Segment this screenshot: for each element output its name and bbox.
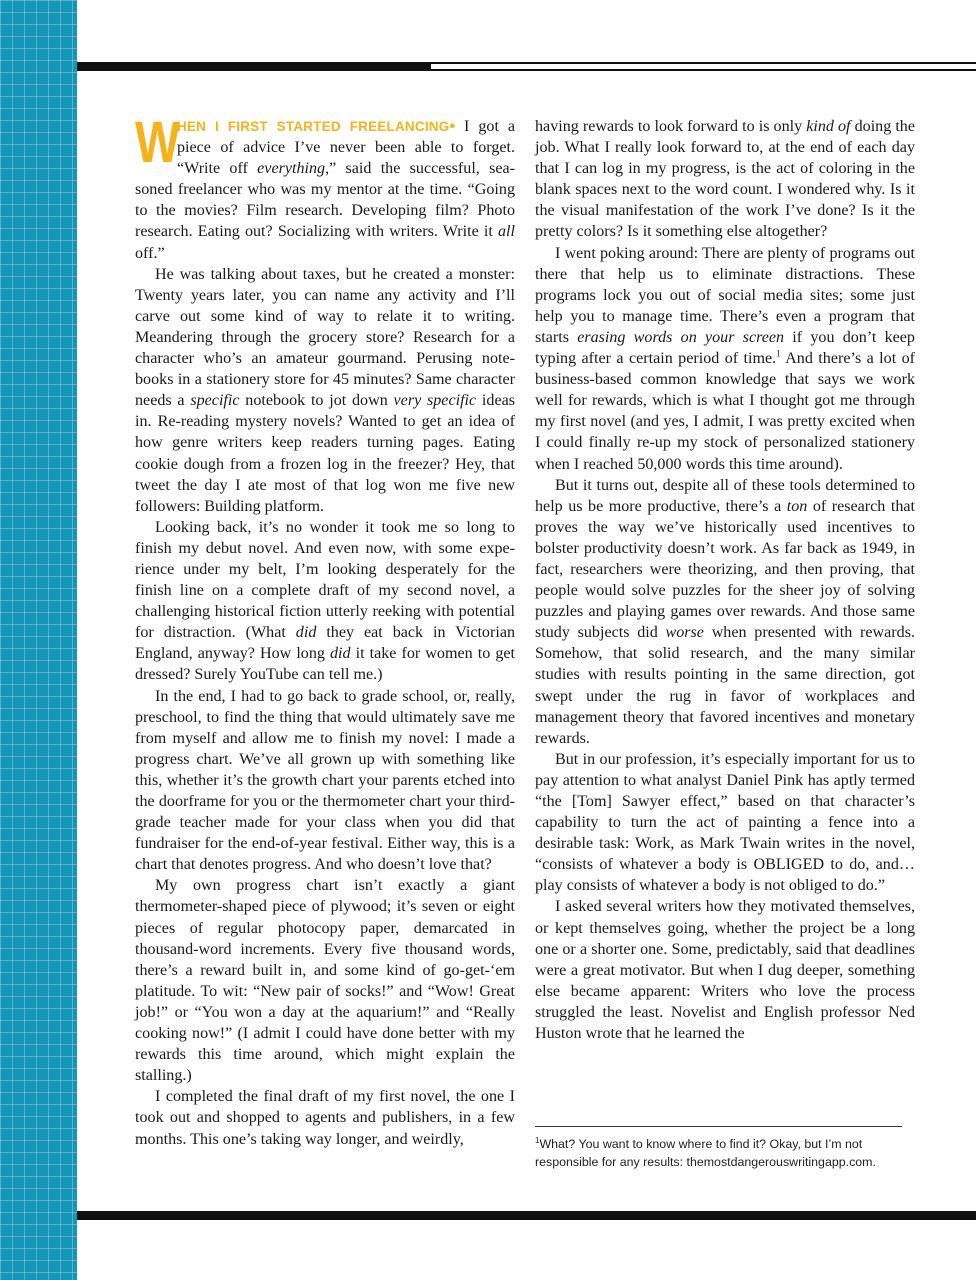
text-run: He was talking about taxes, but he created a monster: Twenty years later, you can name any activity and I’ll carve out some kind of way to relate it to writing. Meandering through the grocery store? Research for a character who’s an amateur gourmand. Perusing notebooks in a stationery store for 45 minutes? Same character needs a <box>135 265 515 410</box>
italic-run: erasing words on your screen <box>577 328 785 346</box>
bottom-rule <box>77 1211 976 1220</box>
lead-in: HEN I FIRST STARTED FREELANCING <box>177 119 450 134</box>
italic-run: specific <box>190 392 240 410</box>
top-rule-thin <box>431 62 976 64</box>
text-run: I asked several writers how they motivated themselves, or kept themselves going, whether the project be a long one or a shorter one. Some, predictably, said that deadlines were a great motivator. But when I dug deeper, something else became apparent: Writers who love the process struggled the least. Novelist and English professor Ned Huston wrote that he learned the <box>535 898 915 1043</box>
text-run: And there’s a lot of business-based common knowledge that says we work well for rewards, which is what I thought got me through my first novel (and yes, I admit, I was pretty excited when I could finally re-up my stock of personalized stationery when I reached 50,000 words this time around). <box>535 350 915 473</box>
text-run: they eat back in Victorian England, anyway? How long <box>135 624 516 663</box>
italic-run: ton <box>786 497 808 515</box>
text-run: notebook to jot down <box>239 392 394 410</box>
text-run: My own progress chart isn’t exactly a giant thermometer-shaped piece of plywood; it’s seven or eight pieces of regular photocopy paper, demarcated in thousand-word increments. Every five thousand words, there’s a reward built in, and some kind of go-get-‘em platitude. To wit: “New pair of socks!” and “Wow! Great job!” or “You won a day at the aquarium!” and “Really cooking now!” (I admit I could have done better with my rewards this time around, which might explain the stalling.) <box>135 877 515 1085</box>
footnote <box>535 1135 925 1171</box>
italic-run: all <box>498 223 515 241</box>
side-grid-strip <box>0 0 77 1280</box>
left-column <box>135 110 516 1150</box>
text-run: it take for women to get dressed? Surely YouTube can tell me.) <box>135 645 515 684</box>
paragraph <box>535 243 915 475</box>
paragraph <box>535 475 915 749</box>
italic-run: kind of <box>806 118 851 135</box>
text-run: off.” <box>135 244 165 262</box>
paragraph <box>135 686 515 876</box>
footnote-rule <box>535 1126 902 1127</box>
italic-run: very specific <box>393 392 477 410</box>
text-run: of research that proves the way we’ve historically used incentives to bolster productivity doesn’t work. As far back as 1949, in fact, researchers were theorizing, and then proving, that people would solve puzzles for the sheer joy of solving puzzles and playing games over rewards. And those same study subjects did <box>535 497 916 642</box>
opening-paragraph <box>135 110 516 264</box>
paragraph-body <box>135 110 516 262</box>
footnote-reference: 1 <box>776 348 781 359</box>
text-run: Looking back, it’s no wonder it took me so long to finish my debut novel. And even now, with some experience under my belt, I’m looking desperately for the finish line on a complete draft of my second novel, a challenging historical fiction utterly reeking with potential for distraction. (What <box>135 518 515 642</box>
paragraph <box>535 749 915 897</box>
italic-run: everything <box>257 160 326 178</box>
footnote-text: What? You want to know where to find it? Okay, but I’m not responsible for any results: themostdangerouswritingapp.com. <box>535 1137 876 1169</box>
lead-in-bullet: • <box>449 117 456 135</box>
paragraph <box>135 875 515 1086</box>
text-run: when presented with rewards. Somehow, that solid research, and the many similar studies with results pointing in the same direction, got swept under the rug in favor of workplaces and management theory that favored incentives and monetary rewards. <box>535 624 915 747</box>
text-run: But it turns out, despite all of these tools determined to help us be more productive, there’s a <box>535 476 915 515</box>
italic-run: did <box>329 645 351 663</box>
text-run: I completed the final draft of my first novel, the one I took out and shopped to agents and publishers, in a few months. This one’s taking way longer, and weirdly, <box>135 1088 515 1148</box>
text-run: having rewards to look forward to is only <box>535 118 807 135</box>
paragraph <box>135 1086 515 1149</box>
paragraph <box>135 517 515 686</box>
text-run: doing the job. What I really look forward to, at the end of each day that I can log in my progress, is the act of coloring in the blank spaces next to the word count. I wondered why. Is it the visual manifestation of the work I’ve done? Is it the pretty colors? Is it something else altogether? <box>535 118 915 241</box>
top-rule-thin <box>431 69 976 71</box>
text-run: But in our profession, it’s especially important for us to pay attention to what analyst Daniel Pink has aptly termed “the [Tom] Sawyer effect,” based on that character’s capability to turn the act of painting a fence into a desirable task: Work, as Mark Twain writes in the novel, “consists of whatever a body is OBLIGED to do, and…play consists of whatever a body is not obliged to do.” <box>535 750 915 895</box>
text-run: I got a piece of advice I’ve never been able to forget. “Write off <box>177 118 516 178</box>
text-run: ,” said the successful, seasoned freelancer who was my mentor at the time. “Going to the movies? Film research. Developing film? Photo research. Eating out? Socializing with writers. Write it <box>135 160 515 241</box>
paragraph <box>535 896 915 1044</box>
top-rule <box>77 62 431 71</box>
drop-cap: W <box>135 110 180 175</box>
text-run: if you don’t keep typing after a certain period of time. <box>535 328 915 368</box>
footnote-marker: 1 <box>535 1135 540 1145</box>
paragraph <box>135 264 515 517</box>
paragraph <box>535 116 915 243</box>
right-column <box>535 116 915 1044</box>
text-run: ideas in. Re-reading mystery novels? Wanted to get an idea of how genre writers keep readers turning pages. Eating cookie dough from a frozen log in the freezer? Hey, that tweet the day I ate most of that log won me five new followers: Building platform. <box>135 392 515 515</box>
italic-run: worse <box>665 624 704 642</box>
italic-run: did <box>295 624 317 642</box>
text-run: In the end, I had to go back to grade school, or, really, preschool, to find the thing that would ultimately save me from myself and allow me to finish my novel: I made a progress chart. We’ve all grown up with something like this, whether it’s the growth chart your parents etched into the doorframe for you or the thermometer chart your third-grade teacher made for your class when you did that fundraiser for the end-of-year festival. Either way, this is a chart that denotes progress. And who doesn’t love that? <box>135 687 515 874</box>
text-run: I went poking around: There are plenty of programs out there that help us to eliminate distractions. These programs lock you out of social media sites; some just help you to manage time. There’s even a program that starts <box>535 244 915 346</box>
